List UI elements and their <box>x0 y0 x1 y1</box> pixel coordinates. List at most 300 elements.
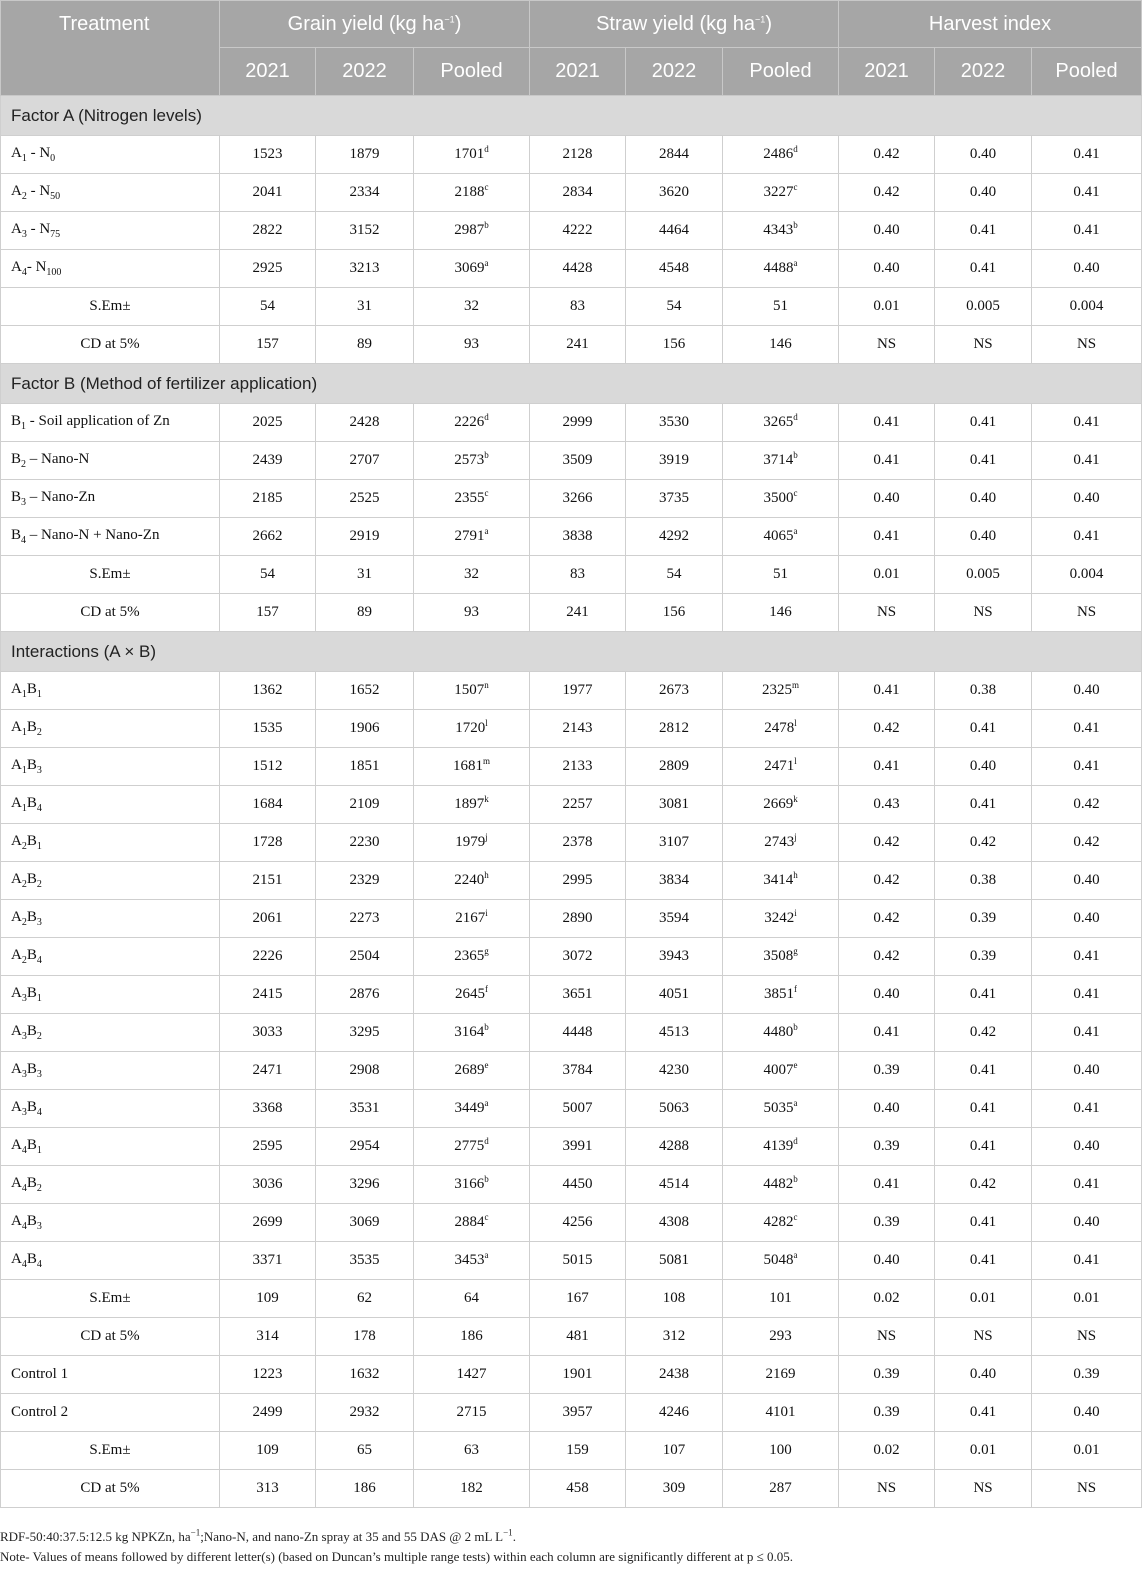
value-cell: 3033 <box>220 1014 316 1052</box>
stat-label: CD at 5% <box>1 594 220 632</box>
value-cell: 63 <box>414 1432 530 1470</box>
value-cell: 2143 <box>530 710 626 748</box>
table-row <box>1 250 1142 288</box>
value-cell: 0.41 <box>839 1166 935 1204</box>
treatment-label: $A_2B_4$ <box>1 938 220 976</box>
value-cell: NS <box>839 1470 935 1508</box>
table-row <box>1 404 1142 442</box>
value-cell: 178 <box>316 1318 414 1356</box>
value-cell: 3714$^b$ <box>723 442 839 480</box>
value-cell: 4222 <box>530 212 626 250</box>
value-cell: 312 <box>626 1318 723 1356</box>
table-row <box>1 518 1142 556</box>
value-cell: 0.40 <box>839 250 935 288</box>
section-title: Factor B (Method of fertilizer application) <box>1 364 1142 404</box>
value-cell: 1362 <box>220 672 316 710</box>
value-cell: 0.42 <box>839 900 935 938</box>
value-cell: 2226$^d$ <box>414 404 530 442</box>
value-cell: 2439 <box>220 442 316 480</box>
value-cell: 0.41 <box>935 442 1032 480</box>
value-cell: 481 <box>530 1318 626 1356</box>
value-cell: 0.42 <box>1032 786 1142 824</box>
treatment-label: $A_4-$ $N_{100}$ <box>1 250 220 288</box>
table-row <box>1 1318 1142 1356</box>
table-row <box>1 1470 1142 1508</box>
treatment-label: $A_4B_4$ <box>1 1242 220 1280</box>
value-cell: 0.40 <box>1032 862 1142 900</box>
value-cell: 0.41 <box>1032 748 1142 786</box>
value-cell: 3531 <box>316 1090 414 1128</box>
treatment-label: $A_1B_4$ <box>1 786 220 824</box>
value-cell: 4007e <box>723 1052 839 1090</box>
table-row <box>1 862 1142 900</box>
value-cell: 157 <box>220 594 316 632</box>
value-cell: 54 <box>220 556 316 594</box>
value-cell: 2919 <box>316 518 414 556</box>
value-cell: 0.40 <box>935 174 1032 212</box>
treatment-label: $A_1B_1$ <box>1 672 220 710</box>
value-cell: 0.41 <box>935 404 1032 442</box>
value-cell: 2791$^a$ <box>414 518 530 556</box>
value-cell: 0.39 <box>839 1356 935 1394</box>
control-label: Control 1 <box>1 1356 220 1394</box>
value-cell: 0.005 <box>935 556 1032 594</box>
value-cell: 0.41 <box>839 442 935 480</box>
value-cell: 0.40 <box>935 748 1032 786</box>
value-cell: 2834 <box>530 174 626 212</box>
harvest-index-header: Harvest index <box>839 1 1142 48</box>
value-cell: NS <box>1032 594 1142 632</box>
value-cell: 0.01 <box>1032 1280 1142 1318</box>
treatment-label: $A_3B_3$ <box>1 1052 220 1090</box>
value-cell: 0.40 <box>839 212 935 250</box>
value-cell: 107 <box>626 1432 723 1470</box>
value-cell: 0.40 <box>839 1242 935 1280</box>
value-cell: 2573$^b$ <box>414 442 530 480</box>
value-cell: 2365$^g$ <box>414 938 530 976</box>
value-cell: 1523 <box>220 136 316 174</box>
value-cell: 4256 <box>530 1204 626 1242</box>
straw-yield-header: Straw yield (kg $ha^{-1}$) <box>530 1 839 48</box>
table-body <box>1 96 1142 1508</box>
value-cell: 3296 <box>316 1166 414 1204</box>
value-cell: 3535 <box>316 1242 414 1280</box>
value-cell: 3651 <box>530 976 626 1014</box>
table-row <box>1 594 1142 632</box>
value-cell: 241 <box>530 326 626 364</box>
value-cell: 4139$^d$ <box>723 1128 839 1166</box>
value-cell: 0.40 <box>935 480 1032 518</box>
value-cell: 309 <box>626 1470 723 1508</box>
value-cell: 0.41 <box>935 1394 1032 1432</box>
value-cell: 4464 <box>626 212 723 250</box>
value-cell: 3453$^a$ <box>414 1242 530 1280</box>
value-cell: 2595 <box>220 1128 316 1166</box>
stat-label: S.Em± <box>1 1432 220 1470</box>
value-cell: 2329 <box>316 862 414 900</box>
value-cell: 0.41 <box>1032 710 1142 748</box>
value-cell: 3509 <box>530 442 626 480</box>
value-cell: NS <box>1032 1318 1142 1356</box>
value-cell: 2822 <box>220 212 316 250</box>
value-cell: 0.41 <box>935 710 1032 748</box>
value-cell: 0.39 <box>839 1052 935 1090</box>
value-cell: 2844 <box>626 136 723 174</box>
value-cell: 83 <box>530 288 626 326</box>
value-cell: 0.40 <box>1032 1204 1142 1242</box>
table-row <box>1 1166 1142 1204</box>
value-cell: 3072 <box>530 938 626 976</box>
value-cell: 0.40 <box>1032 900 1142 938</box>
value-cell: 0.40 <box>1032 250 1142 288</box>
value-cell: 1897$^k$ <box>414 786 530 824</box>
value-cell: 2812 <box>626 710 723 748</box>
value-cell: 1652 <box>316 672 414 710</box>
value-cell: 0.41 <box>1032 442 1142 480</box>
value-cell: 3735 <box>626 480 723 518</box>
table-row <box>1 900 1142 938</box>
value-cell: 3784 <box>530 1052 626 1090</box>
table-row <box>1 786 1142 824</box>
value-cell: 4480$^b$ <box>723 1014 839 1052</box>
year-header-cell: Pooled <box>723 48 839 96</box>
value-cell: 2699 <box>220 1204 316 1242</box>
table-row <box>1 480 1142 518</box>
value-cell: 0.02 <box>839 1432 935 1470</box>
value-cell: 3152 <box>316 212 414 250</box>
treatment-label: $A_1 - N_0$ <box>1 136 220 174</box>
value-cell: 0.42 <box>935 1014 1032 1052</box>
value-cell: 3069$^a$ <box>414 250 530 288</box>
value-cell: 0.42 <box>839 710 935 748</box>
value-cell: 4288 <box>626 1128 723 1166</box>
value-cell: 0.42 <box>935 1166 1032 1204</box>
value-cell: 4308 <box>626 1204 723 1242</box>
value-cell: 54 <box>626 556 723 594</box>
value-cell: 4488$^a$ <box>723 250 839 288</box>
value-cell: 287 <box>723 1470 839 1508</box>
value-cell: 0.41 <box>1032 1242 1142 1280</box>
value-cell: 62 <box>316 1280 414 1318</box>
treatment-label: $B_2$ – Nano-N <box>1 442 220 480</box>
value-cell: 2334 <box>316 174 414 212</box>
value-cell: 0.42 <box>935 824 1032 862</box>
value-cell: 100 <box>723 1432 839 1470</box>
value-cell: NS <box>1032 1470 1142 1508</box>
table-row <box>1 556 1142 594</box>
value-cell: 0.40 <box>839 1090 935 1128</box>
table-row <box>1 174 1142 212</box>
value-cell: 1979$^j$ <box>414 824 530 862</box>
value-cell: NS <box>839 594 935 632</box>
value-cell: 0.38 <box>935 672 1032 710</box>
table-row <box>1 1204 1142 1242</box>
value-cell: 0.39 <box>935 938 1032 976</box>
footnote-duncan: Note- Values of means followed by different letter(s) (based on Duncan’s multiple range tests) within each column are significantly different at p ≤ 0.05. <box>0 1549 794 1564</box>
value-cell: 2325$^m$ <box>723 672 839 710</box>
value-cell: 1701$^d$ <box>414 136 530 174</box>
value-cell: 0.39 <box>1032 1356 1142 1394</box>
table-row <box>1 212 1142 250</box>
value-cell: 0.41 <box>935 976 1032 1014</box>
value-cell: 2167$^i$ <box>414 900 530 938</box>
value-cell: 54 <box>220 288 316 326</box>
value-cell: 1223 <box>220 1356 316 1394</box>
value-cell: 2932 <box>316 1394 414 1432</box>
value-cell: 3081 <box>626 786 723 824</box>
control-label: Control 2 <box>1 1394 220 1432</box>
value-cell: 31 <box>316 556 414 594</box>
value-cell: 0.42 <box>839 862 935 900</box>
value-cell: 2662 <box>220 518 316 556</box>
value-cell: 1535 <box>220 710 316 748</box>
value-cell: 1632 <box>316 1356 414 1394</box>
value-cell: 0.01 <box>839 288 935 326</box>
value-cell: 2128 <box>530 136 626 174</box>
value-cell: 2428 <box>316 404 414 442</box>
value-cell: 5063 <box>626 1090 723 1128</box>
value-cell: 4482$^b$ <box>723 1166 839 1204</box>
table-row <box>1 748 1142 786</box>
value-cell: NS <box>935 594 1032 632</box>
table-row <box>1 1432 1142 1470</box>
value-cell: 0.40 <box>935 1356 1032 1394</box>
value-cell: 4343$^b$ <box>723 212 839 250</box>
value-cell: 0.39 <box>839 1204 935 1242</box>
year-header-cell: 2022 <box>935 48 1032 96</box>
value-cell: 0.41 <box>935 250 1032 288</box>
treatment-label: $A_1B_2$ <box>1 710 220 748</box>
treatment-label: $B_1$ - Soil application of Zn <box>1 404 220 442</box>
table-row <box>1 710 1142 748</box>
value-cell: 3530 <box>626 404 723 442</box>
value-cell: 2230 <box>316 824 414 862</box>
value-cell: 2378 <box>530 824 626 862</box>
value-cell: 3957 <box>530 1394 626 1432</box>
section-header-row <box>1 632 1142 672</box>
value-cell: 3107 <box>626 824 723 862</box>
value-cell: 4101 <box>723 1394 839 1432</box>
value-cell: 0.01 <box>839 556 935 594</box>
value-cell: 3508$^g$ <box>723 938 839 976</box>
value-cell: 1512 <box>220 748 316 786</box>
treatment-label: $A_2B_2$ <box>1 862 220 900</box>
value-cell: 101 <box>723 1280 839 1318</box>
value-cell: 1684 <box>220 786 316 824</box>
value-cell: 4513 <box>626 1014 723 1052</box>
value-cell: 3164$^b$ <box>414 1014 530 1052</box>
value-cell: 0.41 <box>1032 1014 1142 1052</box>
year-header-cell: 2022 <box>316 48 414 96</box>
value-cell: 2715 <box>414 1394 530 1432</box>
value-cell: 3851$^f$ <box>723 976 839 1014</box>
value-cell: 3242$^i$ <box>723 900 839 938</box>
value-cell: 2415 <box>220 976 316 1014</box>
table-row <box>1 1128 1142 1166</box>
table-row <box>1 1394 1142 1432</box>
value-cell: 1879 <box>316 136 414 174</box>
value-cell: 5007 <box>530 1090 626 1128</box>
value-cell: 1427 <box>414 1356 530 1394</box>
value-cell: 0.41 <box>1032 174 1142 212</box>
treatment-label: $B_3$ – Nano-Zn <box>1 480 220 518</box>
table-row <box>1 976 1142 1014</box>
value-cell: 0.43 <box>839 786 935 824</box>
stat-label: CD at 5% <box>1 326 220 364</box>
value-cell: 3834 <box>626 862 723 900</box>
value-cell: 0.41 <box>1032 1090 1142 1128</box>
value-cell: 51 <box>723 288 839 326</box>
table-row <box>1 326 1142 364</box>
value-cell: 0.42 <box>1032 824 1142 862</box>
value-cell: 3500$^c$ <box>723 480 839 518</box>
value-cell: 0.39 <box>839 1394 935 1432</box>
treatment-label: $A_4B_3$ <box>1 1204 220 1242</box>
value-cell: 93 <box>414 594 530 632</box>
year-header-cell: 2021 <box>839 48 935 96</box>
value-cell: 3371 <box>220 1242 316 1280</box>
value-cell: 2355$^c$ <box>414 480 530 518</box>
value-cell: 31 <box>316 288 414 326</box>
value-cell: 4246 <box>626 1394 723 1432</box>
section-header-row <box>1 96 1142 136</box>
value-cell: 2987$^b$ <box>414 212 530 250</box>
value-cell: 182 <box>414 1470 530 1508</box>
value-cell: 0.42 <box>839 824 935 862</box>
value-cell: NS <box>935 1318 1032 1356</box>
year-header-cell: 2021 <box>530 48 626 96</box>
table-row <box>1 136 1142 174</box>
treatment-label: $A_3B_4$ <box>1 1090 220 1128</box>
value-cell: 159 <box>530 1432 626 1470</box>
value-cell: 2109 <box>316 786 414 824</box>
value-cell: 3991 <box>530 1128 626 1166</box>
value-cell: 0.41 <box>935 212 1032 250</box>
year-header-cell: 2021 <box>220 48 316 96</box>
year-header-cell: Pooled <box>1032 48 1142 96</box>
value-cell: 0.40 <box>935 518 1032 556</box>
table-row <box>1 1090 1142 1128</box>
table-row <box>1 1280 1142 1318</box>
value-cell: 2707 <box>316 442 414 480</box>
value-cell: 2689e <box>414 1052 530 1090</box>
value-cell: 0.41 <box>1032 976 1142 1014</box>
value-cell: 51 <box>723 556 839 594</box>
treatment-label: $A_1B_3$ <box>1 748 220 786</box>
treatment-label: $B_4$ – Nano-N + Nano-Zn <box>1 518 220 556</box>
value-cell: 167 <box>530 1280 626 1318</box>
treatment-label: $A_3B_1$ <box>1 976 220 1014</box>
table-row <box>1 1356 1142 1394</box>
value-cell: 3036 <box>220 1166 316 1204</box>
value-cell: 0.41 <box>839 748 935 786</box>
stat-label: S.Em± <box>1 1280 220 1318</box>
value-cell: 2995 <box>530 862 626 900</box>
value-cell: 2226 <box>220 938 316 976</box>
value-cell: 32 <box>414 288 530 326</box>
table-row <box>1 824 1142 862</box>
value-cell: NS <box>935 326 1032 364</box>
value-cell: 2133 <box>530 748 626 786</box>
value-cell: 4292 <box>626 518 723 556</box>
value-cell: 3594 <box>626 900 723 938</box>
value-cell: 0.39 <box>935 900 1032 938</box>
value-cell: 1681$^m$ <box>414 748 530 786</box>
value-cell: 3368 <box>220 1090 316 1128</box>
value-cell: 1977 <box>530 672 626 710</box>
value-cell: 0.41 <box>935 1090 1032 1128</box>
value-cell: 0.41 <box>935 1128 1032 1166</box>
value-cell: 3166$^b$ <box>414 1166 530 1204</box>
value-cell: 5035$^a$ <box>723 1090 839 1128</box>
value-cell: 0.41 <box>839 1014 935 1052</box>
value-cell: 109 <box>220 1432 316 1470</box>
value-cell: 0.41 <box>1032 212 1142 250</box>
value-cell: 3919 <box>626 442 723 480</box>
value-cell: 0.41 <box>935 1052 1032 1090</box>
value-cell: 0.41 <box>839 518 935 556</box>
value-cell: 2257 <box>530 786 626 824</box>
value-cell: 0.40 <box>935 136 1032 174</box>
value-cell: 3620 <box>626 174 723 212</box>
value-cell: 1851 <box>316 748 414 786</box>
footnote-rdf: RDF-50:40:37.5:12.5 kg NPKZn, $ha^{-1};Nano-N$, and nano-Zn spray at 35 and 55 DAS @ 2 mL $L^{-1}$. <box>0 1527 516 1544</box>
value-cell: 0.004 <box>1032 556 1142 594</box>
value-cell: 109 <box>220 1280 316 1318</box>
value-cell: 2775$^d$ <box>414 1128 530 1166</box>
treatment-label: $A_4B_1$ <box>1 1128 220 1166</box>
value-cell: 0.41 <box>839 672 935 710</box>
treatment-label: $A_2B_3$ <box>1 900 220 938</box>
value-cell: 65 <box>316 1432 414 1470</box>
value-cell: 241 <box>530 594 626 632</box>
treatment-header: Treatment <box>1 1 220 96</box>
table-header <box>1 1 1142 96</box>
value-cell: 1720$^l$ <box>414 710 530 748</box>
value-cell: 313 <box>220 1470 316 1508</box>
value-cell: 2673 <box>626 672 723 710</box>
value-cell: 0.40 <box>1032 1052 1142 1090</box>
value-cell: NS <box>1032 326 1142 364</box>
value-cell: 1906 <box>316 710 414 748</box>
value-cell: 3943 <box>626 938 723 976</box>
value-cell: 157 <box>220 326 316 364</box>
value-cell: 2954 <box>316 1128 414 1166</box>
value-cell: 458 <box>530 1470 626 1508</box>
value-cell: 3069 <box>316 1204 414 1242</box>
value-cell: 3449$^a$ <box>414 1090 530 1128</box>
value-cell: 0.004 <box>1032 288 1142 326</box>
value-cell: 0.41 <box>839 404 935 442</box>
value-cell: 4230 <box>626 1052 723 1090</box>
value-cell: NS <box>935 1470 1032 1508</box>
value-cell: 3295 <box>316 1014 414 1052</box>
value-cell: 3838 <box>530 518 626 556</box>
value-cell: 0.01 <box>935 1432 1032 1470</box>
value-cell: 0.40 <box>1032 480 1142 518</box>
value-cell: 0.40 <box>839 976 935 1014</box>
value-cell: 0.41 <box>1032 404 1142 442</box>
value-cell: 2809 <box>626 748 723 786</box>
value-cell: 146 <box>723 326 839 364</box>
table-row <box>1 442 1142 480</box>
value-cell: 1507$^n$ <box>414 672 530 710</box>
value-cell: 5015 <box>530 1242 626 1280</box>
stat-label: S.Em± <box>1 556 220 594</box>
value-cell: 0.41 <box>1032 1166 1142 1204</box>
value-cell: 4428 <box>530 250 626 288</box>
value-cell: 5081 <box>626 1242 723 1280</box>
